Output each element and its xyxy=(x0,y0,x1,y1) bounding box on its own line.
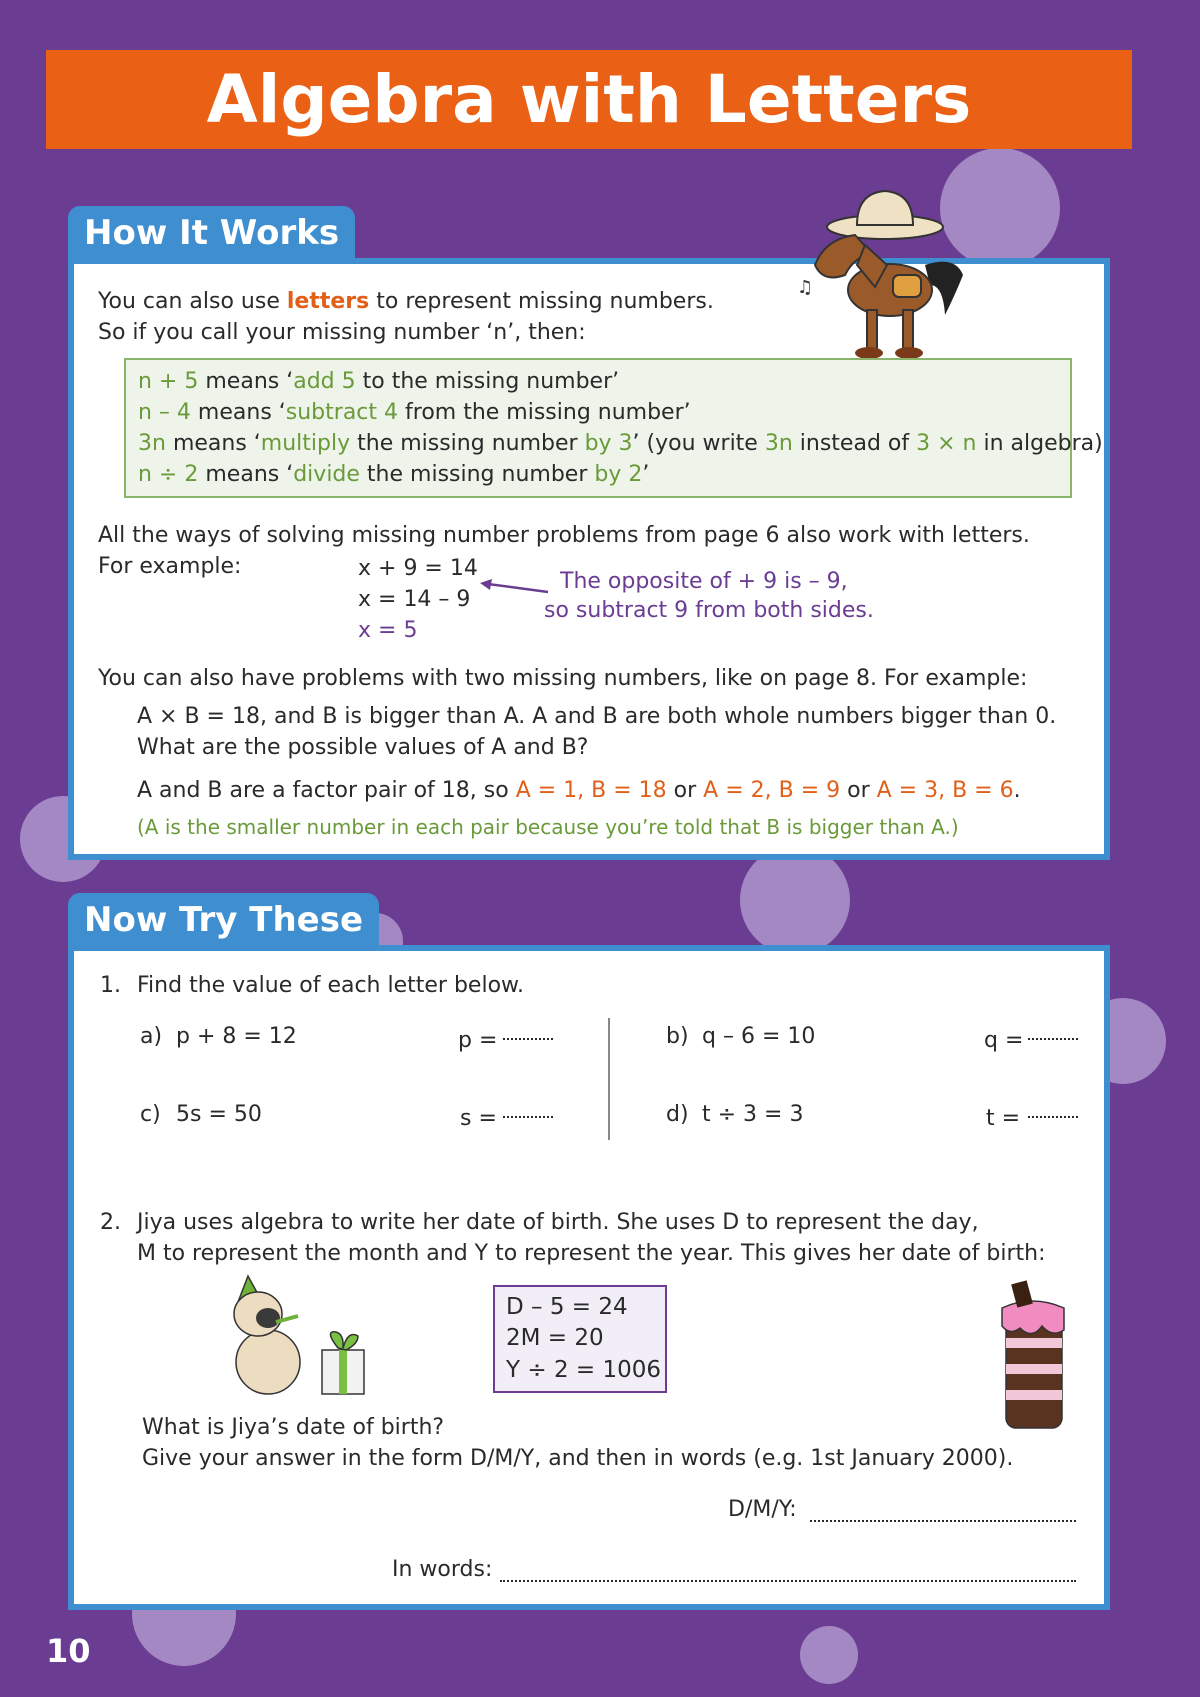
answer-pair: A = 2, B = 9 xyxy=(703,778,841,803)
def-green: 3 × n xyxy=(916,431,977,456)
definition-line xyxy=(138,459,649,490)
ways-line: All the ways of solving missing number problems from page 6 also work with letters. xyxy=(98,523,1030,548)
definition-line xyxy=(138,428,1103,459)
q1-number: 1. xyxy=(100,973,121,998)
answer-line xyxy=(137,775,1021,806)
answer-text: A and B are a factor pair of 18, so xyxy=(137,778,516,803)
tab-now-try-these xyxy=(68,893,379,947)
def-green: subtract 4 xyxy=(285,400,399,425)
svg-text:♫: ♫ xyxy=(797,277,814,298)
q1-text: Find the value of each letter below. xyxy=(137,973,525,998)
def-text: means ‘ xyxy=(165,431,261,456)
title-bar xyxy=(46,50,1132,149)
def-text: the missing number xyxy=(359,462,595,487)
def-text: ’ (you write xyxy=(632,431,765,456)
answer-blank[interactable] xyxy=(1028,1038,1078,1040)
def-green: divide xyxy=(293,462,360,487)
def-text: to the missing number’ xyxy=(355,369,620,394)
page-title: Algebra with Letters xyxy=(206,61,972,138)
intro-text: to represent missing numbers. xyxy=(369,289,714,314)
def-expr: n ÷ 2 xyxy=(138,462,199,487)
part-equation: 5s = 50 xyxy=(176,1102,262,1127)
def-text: ’ xyxy=(642,462,650,487)
words-answer-field[interactable] xyxy=(500,1580,1076,1582)
def-green: by 2 xyxy=(594,462,643,487)
intro-line-1 xyxy=(98,286,714,317)
note-line: The opposite of + 9 is – 9, xyxy=(560,569,848,594)
pug-party-illustration xyxy=(226,1272,376,1402)
note-line: so subtract 9 from both sides. xyxy=(544,598,874,623)
answer-text: or xyxy=(666,778,704,803)
def-text: from the missing number’ xyxy=(398,400,691,425)
dmy-answer-field[interactable] xyxy=(810,1520,1076,1522)
answer-pair: A = 1, B = 18 xyxy=(515,778,667,803)
def-text: in algebra) xyxy=(976,431,1103,456)
definition-line xyxy=(138,366,619,397)
question-line: A × B = 18, and B is bigger than A. A and B are both whole numbers bigger than 0. xyxy=(137,704,1057,729)
def-expr: n + 5 xyxy=(138,369,199,394)
answer-pair: A = 3, B = 6 xyxy=(876,778,1014,803)
box-equation: 2M = 20 xyxy=(506,1325,604,1351)
answer-blank[interactable] xyxy=(1028,1116,1078,1118)
intro-line-2: So if you call your missing number ‘n’, then: xyxy=(98,320,586,345)
part-label: b) xyxy=(666,1024,689,1049)
def-text: means ‘ xyxy=(190,400,286,425)
page-number: 10 xyxy=(46,1632,91,1670)
box-equation: Y ÷ 2 = 1006 xyxy=(506,1357,662,1383)
part-label: a) xyxy=(140,1024,163,1049)
def-green: by 3 xyxy=(584,431,633,456)
ask-line: Give your answer in the form D/M/Y, and then in words (e.g. 1st January 2000). xyxy=(142,1446,1014,1471)
answer-blank[interactable] xyxy=(503,1116,553,1118)
cake-illustration xyxy=(992,1278,1072,1434)
part-label: c) xyxy=(140,1102,161,1127)
example-answer: x = 5 xyxy=(358,618,418,643)
for-example-label: For example: xyxy=(98,554,242,579)
dmy-label: D/M/Y: xyxy=(728,1497,797,1522)
answer-note: (A is the smaller number in each pair because you’re told that B is bigger than A.) xyxy=(137,815,959,839)
def-green: add 5 xyxy=(293,369,356,394)
tab-label: Now Try These xyxy=(84,900,364,940)
answer-text: . xyxy=(1013,778,1021,803)
def-expr: n – 4 xyxy=(138,400,191,425)
intro-highlight: letters xyxy=(286,289,370,314)
tab-how-it-works xyxy=(68,206,355,260)
q2-number: 2. xyxy=(100,1210,121,1235)
def-text: the missing number xyxy=(350,431,585,456)
def-text: means ‘ xyxy=(198,369,294,394)
question-line: What are the possible values of A and B? xyxy=(137,735,589,760)
answer-text: or xyxy=(840,778,877,803)
example-line: x = 14 – 9 xyxy=(358,587,471,612)
def-text: instead of xyxy=(792,431,917,456)
part-equation: p + 8 = 12 xyxy=(176,1024,297,1049)
def-expr: 3n xyxy=(138,431,166,456)
part-equation: t ÷ 3 = 3 xyxy=(702,1102,804,1127)
decor-circle xyxy=(740,845,850,955)
answer-blank[interactable] xyxy=(503,1038,553,1040)
part-equation: q – 6 = 10 xyxy=(702,1024,816,1049)
words-label: In words: xyxy=(392,1557,493,1582)
def-green: multiply xyxy=(260,431,351,456)
example-line: x + 9 = 14 xyxy=(358,556,478,581)
arrow-icon xyxy=(478,578,550,598)
part-answer-label: q = xyxy=(984,1028,1024,1053)
column-divider xyxy=(608,1018,610,1140)
def-green: 3n xyxy=(764,431,793,456)
horse-cowboy-illustration xyxy=(795,175,975,365)
box-equation: D – 5 = 24 xyxy=(506,1294,628,1320)
q2-line: M to represent the month and Y to represent the year. This gives her date of birth: xyxy=(137,1241,1046,1266)
definition-line xyxy=(138,397,691,428)
q2-line: Jiya uses algebra to write her date of birth. She uses D to represent the day, xyxy=(137,1210,979,1235)
two-missing-line: You can also have problems with two missing numbers, like on page 8. For example: xyxy=(98,666,1028,691)
part-answer-label: p = xyxy=(458,1028,498,1053)
ask-line: What is Jiya’s date of birth? xyxy=(142,1415,445,1440)
decor-circle xyxy=(800,1626,858,1684)
part-answer-label: s = xyxy=(460,1106,497,1131)
def-text: means ‘ xyxy=(198,462,294,487)
part-label: d) xyxy=(666,1102,689,1127)
intro-text: You can also use xyxy=(98,289,287,314)
part-answer-label: t = xyxy=(986,1106,1021,1131)
tab-label: How It Works xyxy=(84,213,340,253)
